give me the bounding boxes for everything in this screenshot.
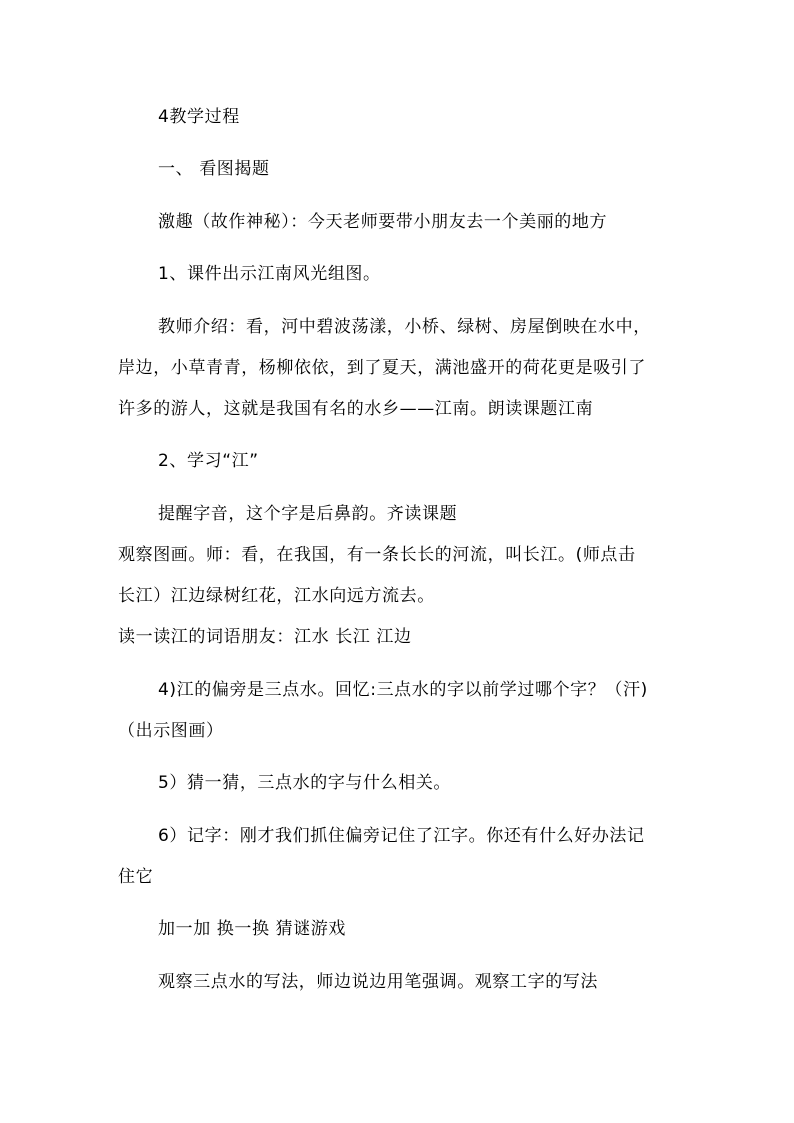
section-heading: 4教学过程: [158, 107, 240, 127]
subsection-heading: 一、 看图揭题: [158, 159, 270, 179]
paragraph-continuation: （出示图画）: [118, 721, 224, 741]
paragraph: 加一加 换一换 猜谜游戏: [158, 919, 347, 939]
paragraph: 激趣（故作神秘）：今天老师要带小朋友去一个美丽的地方: [158, 212, 608, 232]
paragraph: 6）记字：刚才我们抓住偏旁记住了江字。你还有什么好办法记: [158, 826, 645, 846]
paragraph-continuation: 岸边，小草青青，杨柳依依，到了夏天，满池盛开的荷花更是吸引了: [118, 358, 646, 378]
paragraph: 观察三点水的写法，师边说边用笔强调。观察工字的写法: [158, 972, 598, 992]
paragraph-continuation: 住它: [118, 867, 154, 887]
paragraph: 2、学习“江”: [158, 451, 259, 471]
paragraph: 教师介绍：看，河中碧波荡漾，小桥、绿树、房屋倒映在水中，: [158, 317, 651, 337]
paragraph: 提醒字音，这个字是后鼻韵。齐读课题: [158, 504, 458, 524]
paragraph: 4)江的偏旁是三点水。回忆:三点水的字以前学过哪个字？（汗): [158, 680, 648, 700]
paragraph: 5）猜一猜，三点水的字与什么相关。: [158, 773, 452, 793]
paragraph: 观察图画。师：看，在我国，有一条长长的河流，叫长江。(师点击: [118, 545, 636, 565]
paragraph: 读一读江的词语朋友：江水 长江 江边: [118, 627, 412, 647]
paragraph-continuation: 许多的游人，这就是我国有名的水乡——江南。朗读课题江南: [118, 399, 594, 419]
paragraph: 1、课件出示江南风光组图。: [158, 264, 381, 284]
paragraph-continuation: 长江）江边绿树红花，江水向远方流去。: [118, 586, 435, 606]
